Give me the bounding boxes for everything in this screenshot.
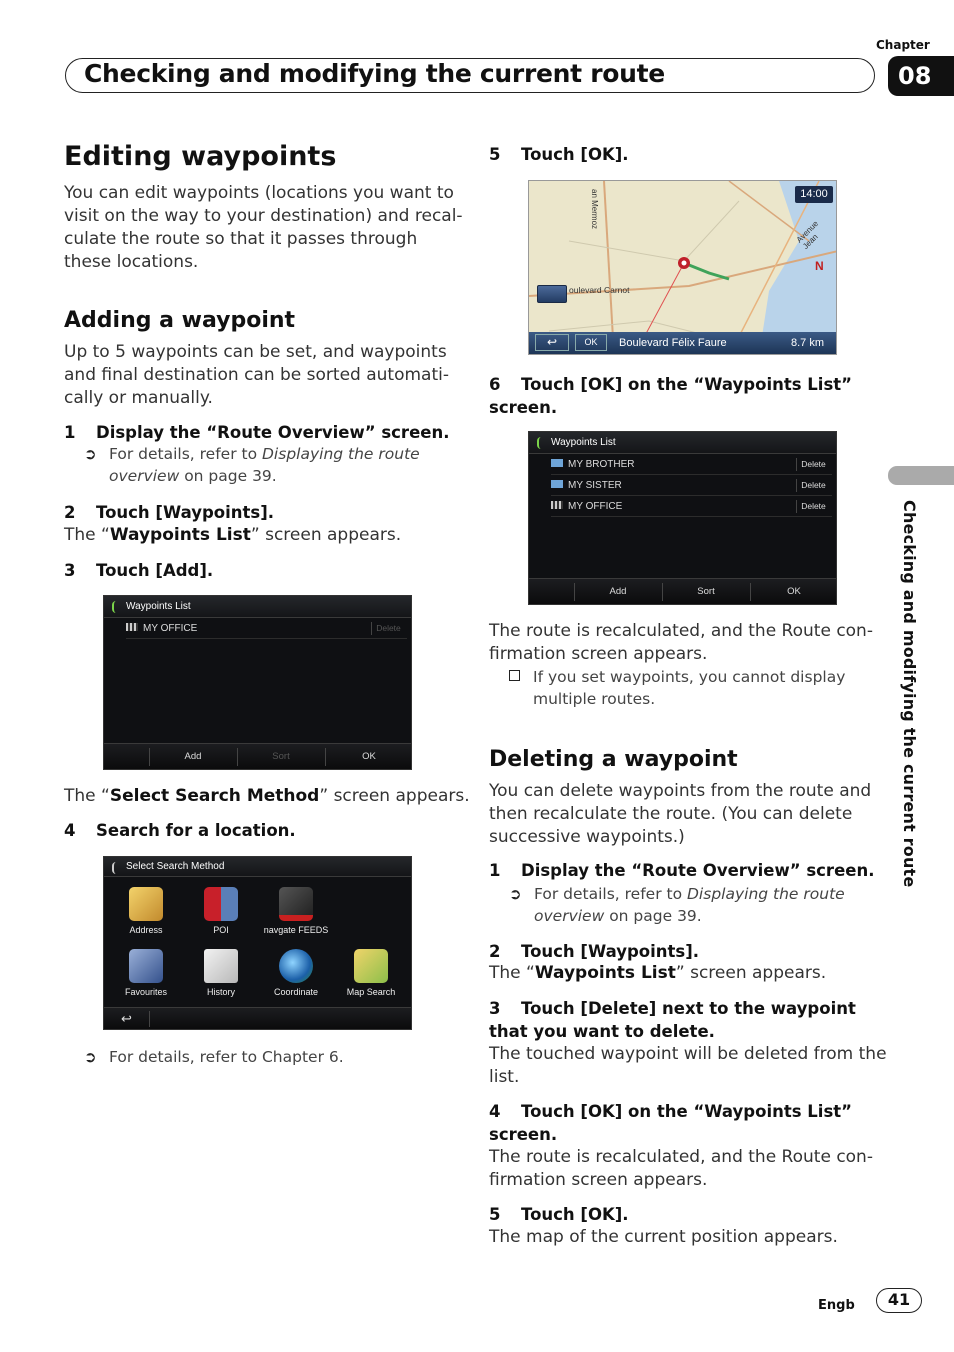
screen-button-bar xyxy=(104,1007,411,1029)
navgate-feeds-option[interactable]: navgate FEEDS xyxy=(260,887,332,935)
delete-step-1-note: ➲ For details, refer to Displaying the route overview on page 39. xyxy=(509,885,845,925)
waypoint-row[interactable]: MY SISTER Delete xyxy=(551,475,832,496)
map-screen xyxy=(528,180,837,355)
address-option[interactable]: Address xyxy=(110,887,182,935)
flag-icon xyxy=(551,480,563,488)
history-option[interactable]: History xyxy=(185,949,257,997)
back-button[interactable]: ↩ xyxy=(121,1011,132,1026)
favourites-icon xyxy=(129,949,163,983)
delete-step-3: 3 Touch [Delete] next to the waypoint that you want to delete. xyxy=(489,999,856,1041)
step-4-note: ➲ For details, refer to Chapter 6. xyxy=(84,1048,344,1066)
distance-readout: 8.7 km xyxy=(791,337,825,349)
side-tab-bar xyxy=(888,466,954,485)
delete-step-5: 5 Touch [OK]. xyxy=(489,1205,629,1224)
map-icon xyxy=(354,949,388,983)
step-5: 5 Touch [OK]. xyxy=(489,145,629,164)
history-icon xyxy=(204,949,238,983)
waypoint-row[interactable]: MY OFFICE Delete xyxy=(551,496,832,517)
current-street: Boulevard Félix Faure xyxy=(619,337,727,349)
step-3: 3 Touch [Add]. xyxy=(64,561,214,580)
delete-step-2: 2 Touch [Waypoints]. xyxy=(489,942,700,961)
favourites-option[interactable]: Favourites xyxy=(110,949,182,997)
map-canvas xyxy=(529,181,837,355)
arrow-right-icon: ➲ xyxy=(84,445,97,463)
screen-title-bar: Waypoints List xyxy=(104,596,411,618)
delete-step-1: 1 Display the “Route Overview” screen. xyxy=(489,861,875,880)
subheading-adding: Adding a waypoint xyxy=(64,308,296,333)
step-4: 4 Search for a location. xyxy=(64,821,296,840)
street-label: an Mermoz xyxy=(590,189,599,230)
street-label: Avenue Jean xyxy=(794,219,821,251)
delete-step-4: 4 Touch [OK] on the “Waypoints List” screen. xyxy=(489,1102,853,1144)
chapter-number: 08 xyxy=(888,56,954,96)
poi-icon xyxy=(204,887,238,921)
screen-button-bar xyxy=(104,743,411,769)
page-heading: Editing waypoints xyxy=(64,141,337,172)
delete-button[interactable]: Delete xyxy=(796,500,830,513)
chapter-label: Chapter xyxy=(876,38,930,52)
poi-option[interactable]: POI xyxy=(185,887,257,935)
flag-icon xyxy=(551,459,563,467)
step-1: 1 Display the “Route Overview” screen. xyxy=(64,423,450,442)
delete-step-4-result: The route is recalculated, and the Route con- firmation screen appears. xyxy=(489,1147,873,1190)
select-search-method-screen xyxy=(103,856,412,1030)
step-3-result: The “Select Search Method” screen appears. xyxy=(64,786,470,806)
recalc-note: If you set waypoints, you cannot display multiple routes. xyxy=(489,666,859,710)
north-indicator: N xyxy=(815,259,824,273)
subheading-deleting: Deleting a waypoint xyxy=(489,747,738,772)
map-search-option[interactable]: Map Search xyxy=(335,949,407,997)
step-6: 6 Touch [OK] on the “Waypoints List” screen. xyxy=(489,375,853,417)
delete-button[interactable]: Delete xyxy=(796,479,830,492)
flag-icon xyxy=(551,501,563,509)
sort-button[interactable]: Sort xyxy=(272,751,290,762)
intro-paragraph: You can edit waypoints (locations you want to visit on the way to your destination) and recal- culate the route so that it passes through these locations. xyxy=(64,183,463,272)
route-icon xyxy=(537,437,545,449)
step-1-note: ➲ For details, refer to Displaying the route overview on page 39. xyxy=(84,445,420,485)
map-status-bar xyxy=(529,332,836,354)
arrow-right-icon: ➲ xyxy=(509,885,522,903)
deleting-intro: You can delete waypoints from the route and then recalculate the route. (You can delete successive waypoints.) xyxy=(489,781,872,847)
add-button[interactable]: Add xyxy=(184,751,202,762)
adding-intro: Up to 5 waypoints can be set, and waypoints and final destination can be sorted automati- cally or manually. xyxy=(64,342,449,408)
section-title: Checking and modifying the current route xyxy=(84,59,665,88)
flag-icon xyxy=(126,623,138,631)
sort-button[interactable]: Sort xyxy=(697,586,715,597)
side-tab-label: Checking and modifying the current route xyxy=(900,500,919,888)
ok-button[interactable]: OK xyxy=(575,334,607,351)
page-number: 41 xyxy=(876,1288,922,1313)
delete-step-2-result: The “Waypoints List” screen appears. xyxy=(489,963,827,983)
waypoint-row[interactable]: MY OFFICE Delete xyxy=(126,618,407,639)
screen-title-bar: Waypoints List xyxy=(529,432,836,454)
address-icon xyxy=(129,887,163,921)
waypoint-row[interactable]: MY BROTHER Delete xyxy=(551,454,832,475)
waypoints-list-screen xyxy=(103,595,412,770)
delete-button[interactable]: Delete xyxy=(371,622,405,635)
ok-button[interactable]: OK xyxy=(787,586,801,597)
globe-icon xyxy=(279,949,313,983)
clock-readout: 14:00 xyxy=(795,186,833,203)
ok-button[interactable]: OK xyxy=(362,751,376,762)
step-2: 2 Touch [Waypoints]. xyxy=(64,503,275,522)
map-menu-button[interactable] xyxy=(537,285,567,303)
screen-title-bar: Select Search Method xyxy=(104,857,411,877)
add-button[interactable]: Add xyxy=(609,586,627,597)
language-code: Engb xyxy=(818,1298,855,1313)
screen-button-bar xyxy=(529,578,836,604)
route-icon xyxy=(112,601,120,613)
back-button[interactable]: ↩ xyxy=(535,334,569,351)
coordinate-option[interactable]: Coordinate xyxy=(260,949,332,997)
delete-step-3-result: The touched waypoint will be deleted from the list. xyxy=(489,1044,887,1087)
delete-step-5-result: The map of the current position appears. xyxy=(489,1227,838,1247)
arrow-right-icon: ➲ xyxy=(84,1048,97,1066)
waypoints-list-screen xyxy=(528,431,837,605)
street-label: oulevard Carnot xyxy=(569,285,630,295)
delete-button[interactable]: Delete xyxy=(796,458,830,471)
checkbox-bullet-icon xyxy=(509,670,520,681)
feeds-icon xyxy=(279,887,313,921)
step-2-result: The “Waypoints List” screen appears. xyxy=(64,525,402,545)
recalc-paragraph: The route is recalculated, and the Route con- firmation screen appears. xyxy=(489,621,873,664)
search-icon xyxy=(112,862,120,874)
